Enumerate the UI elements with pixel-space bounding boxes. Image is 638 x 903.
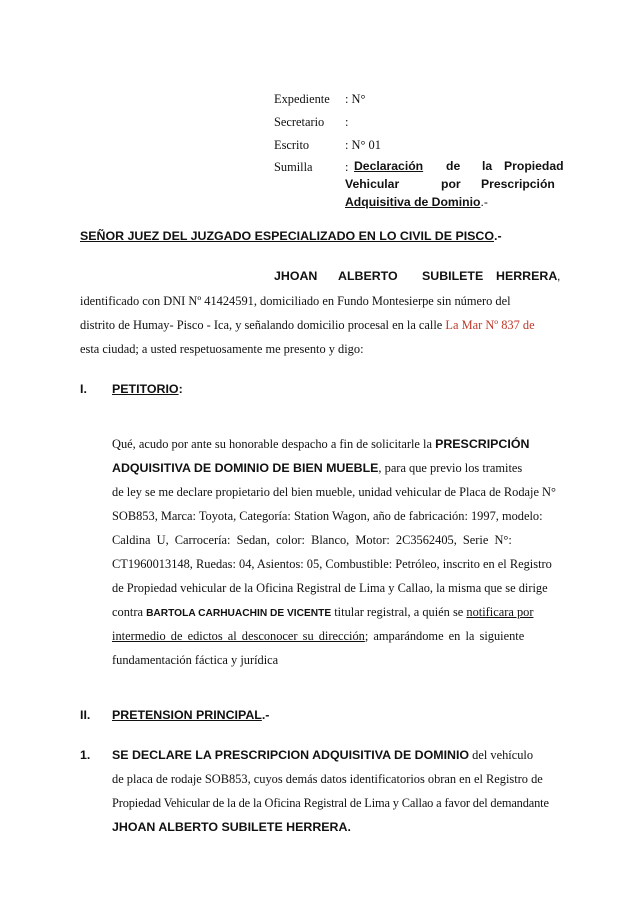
intro-line: esta ciudad; a usted respetuosamente me presento y digo: bbox=[80, 342, 364, 356]
section-title bbox=[112, 382, 183, 396]
petitorio-line: Caldina U, Carrocería: Sedan, color: Blanco, Motor: 2C3562405, Serie N°: bbox=[112, 533, 512, 547]
intro-line bbox=[80, 318, 535, 333]
sumilla-word: la bbox=[482, 159, 493, 173]
secretario-label: Secretario bbox=[274, 115, 325, 129]
section-title-text: PETITORIO bbox=[112, 382, 179, 396]
intro-name-end: , bbox=[557, 269, 561, 283]
sumilla-word: de bbox=[446, 159, 461, 173]
petitorio-text: titular registral, a quién se bbox=[331, 605, 467, 619]
sumilla-colon: : bbox=[345, 160, 349, 174]
sumilla-line-3 bbox=[345, 195, 488, 209]
sumilla-word: por bbox=[441, 177, 461, 191]
pretension-line bbox=[112, 748, 533, 763]
pretension-bold: SE DECLARE LA PRESCRIPCION ADQUISITIVA DE DOMINIO bbox=[112, 748, 470, 762]
intro-name-word: HERRERA bbox=[496, 269, 558, 283]
expediente-label: Expediente bbox=[274, 92, 330, 106]
intro-line: identificado con DNI Nº 41424591, domiciliado en Fundo Montesierpe sin número del bbox=[80, 294, 511, 308]
escrito-value: : N° 01 bbox=[345, 138, 381, 152]
addressee-text: SEÑOR JUEZ DEL JUZGADO ESPECIALIZADO EN LO CIVIL DE PISCO bbox=[80, 229, 494, 243]
addressee-end: .- bbox=[494, 229, 502, 243]
section-number: I. bbox=[80, 382, 87, 396]
pretension-line: Propiedad Vehicular de la de la Oficina Registral de Lima y Callao a favor del demandante bbox=[112, 796, 549, 810]
section-number: II. bbox=[80, 708, 91, 722]
petitorio-bold: ADQUISITIVA DE DOMINIO DE BIEN MUEBLE bbox=[112, 461, 379, 475]
sumilla-text: Adquisitiva de Dominio bbox=[345, 195, 481, 209]
petitorio-defendant: BARTOLA CARHUACHIN DE VICENTE bbox=[146, 608, 332, 619]
secretario-value: : bbox=[345, 115, 349, 129]
petitorio-line bbox=[112, 605, 533, 620]
petitorio-bold: PRESCRIPCIÓN bbox=[435, 437, 530, 451]
petitorio-text: ; amparándome en la siguiente bbox=[364, 629, 525, 643]
intro-name-word: JHOAN bbox=[274, 269, 318, 283]
petitorio-line bbox=[112, 461, 522, 476]
pretension-text: del vehículo bbox=[469, 748, 534, 762]
petitorio-text: , para que previo los tramites bbox=[378, 461, 523, 475]
petitorio-underlined: intermedio de edictos al desconocer su dirección bbox=[112, 629, 365, 643]
item-number: 1. bbox=[80, 748, 91, 762]
petitorio-text: Qué, acudo por ante su honorable despacho a fin de solicitarle la bbox=[112, 437, 436, 451]
section-title-text: PRETENSION PRINCIPAL bbox=[112, 708, 262, 722]
expediente-value: : N° bbox=[345, 92, 366, 106]
sumilla-word: Prescripción bbox=[481, 177, 555, 191]
petitorio-line: CT1960013148, Ruedas: 04, Asientos: 05, Combustible: Petróleo, inscrito en el Registro bbox=[112, 557, 552, 571]
intro-name-word: SUBILETE bbox=[422, 269, 484, 283]
petitorio-line: de Propiedad vehicular de la Oficina Registral de Lima y Callao, la misma que se dirige bbox=[112, 581, 548, 595]
sumilla-word: Vehicular bbox=[345, 177, 400, 191]
petitorio-line: de ley se me declare propietario del bien mueble, unidad vehicular de Placa de Rodaje N° bbox=[112, 485, 556, 499]
sumilla-end: .- bbox=[480, 195, 488, 209]
sumilla-label: Sumilla bbox=[274, 160, 313, 174]
sumilla-word: Declaración bbox=[354, 159, 424, 173]
pretension-line: JHOAN ALBERTO SUBILETE HERRERA. bbox=[112, 820, 351, 834]
petitorio-line: fundamentación fáctica y jurídica bbox=[112, 653, 279, 667]
petitorio-line: SOB853, Marca: Toyota, Categoría: Station Wagon, año de fabricación: 1997, modelo: bbox=[112, 509, 543, 523]
petitorio-line bbox=[112, 629, 524, 644]
section-title bbox=[112, 708, 269, 722]
escrito-label: Escrito bbox=[274, 138, 310, 152]
petitorio-text: contra bbox=[112, 605, 147, 619]
addressee bbox=[80, 229, 502, 243]
pretension-line: de placa de rodaje SOB853, cuyos demás datos identificatorios obran en el Registro de bbox=[112, 772, 543, 786]
petitorio-underlined: notificara por bbox=[466, 605, 534, 619]
sumilla-word: Propiedad bbox=[504, 159, 564, 173]
section-title-end: .- bbox=[261, 708, 270, 722]
petitorio-line bbox=[112, 437, 529, 452]
section-title-end: : bbox=[178, 382, 183, 396]
intro-text: distrito de Humay- Pisco - Ica, y señalando domicilio procesal en la calle bbox=[80, 318, 446, 332]
intro-name-word: ALBERTO bbox=[338, 269, 398, 283]
intro-address: La Mar Nº 837 de bbox=[445, 318, 535, 332]
